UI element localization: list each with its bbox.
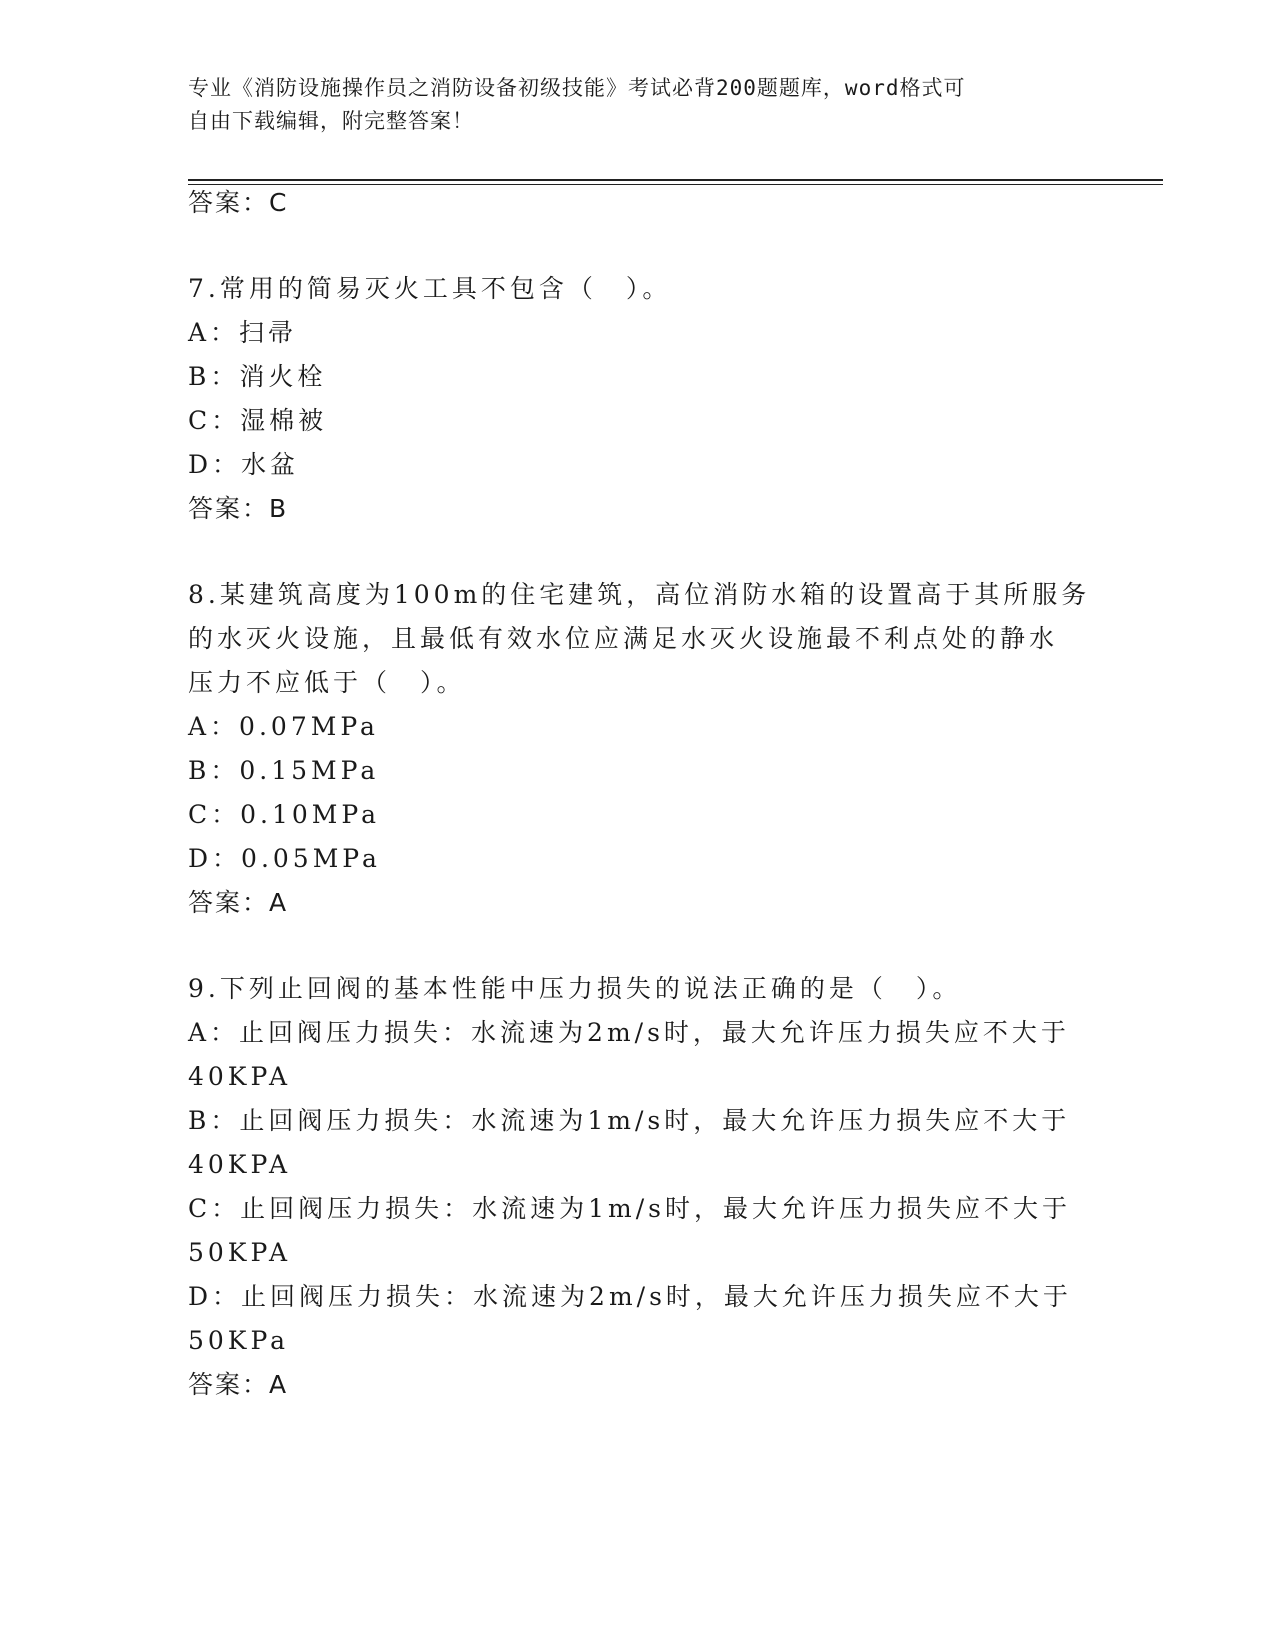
answer-q8: 答案：A (188, 888, 289, 917)
q7-option-c: C：湿棉被 (188, 406, 328, 435)
answer-q9: 答案：A (188, 1370, 289, 1399)
q9-option-c-line-2: 50KPA (188, 1238, 292, 1267)
q8-option-c: C：0.10MPa (188, 800, 380, 829)
q8-option-b: B：0.15MPa (188, 756, 380, 785)
q9-option-b-line-2: 40KPA (188, 1150, 292, 1179)
q9-option-b-line-1: B：止回阀压力损失：水流速为1m/s时，最大允许压力损失应不大于 (188, 1106, 1071, 1135)
q7-option-a: A：扫帚 (188, 318, 298, 347)
question-8-line-3: 压力不应低于（ ）。 (188, 668, 466, 697)
answer-q7: 答案：B (188, 494, 289, 523)
header-line-2: 自由下载编辑，附完整答案！ (188, 109, 474, 133)
question-8-line-1: 8.某建筑高度为100m的住宅建筑，高位消防水箱的设置高于其所服务 (188, 580, 1091, 609)
q9-option-d-line-2: 50KPa (188, 1326, 290, 1355)
q9-option-c-line-1: C：止回阀压力损失：水流速为1m/s时，最大允许压力损失应不大于 (188, 1194, 1071, 1223)
question-9: 9.下列止回阀的基本性能中压力损失的说法正确的是（ ）。 (188, 974, 962, 1003)
header-divider-thick (188, 179, 1163, 181)
q9-option-a-line-1: A：止回阀压力损失：水流速为2m/s时，最大允许压力损失应不大于 (188, 1018, 1070, 1047)
page-header (188, 72, 1068, 138)
header-line-1: 专业《消防设施操作员之消防设备初级技能》考试必背200题题库，word格式可 (188, 76, 966, 100)
header-divider-thin (188, 184, 1163, 185)
question-7: 7.常用的简易灭火工具不包含（ ）。 (188, 274, 672, 303)
q8-option-a: A：0.07MPa (188, 712, 379, 741)
answer-q6: 答案：C (188, 188, 289, 217)
q9-option-d-line-1: D：止回阀压力损失：水流速为2m/s时，最大允许压力损失应不大于 (188, 1282, 1072, 1311)
question-8-line-2: 的水灭火设施，且最低有效水位应满足水灭火设施最不利点处的静水 (188, 624, 1059, 653)
q9-option-a-line-2: 40KPA (188, 1062, 292, 1091)
q7-option-b: B：消火栓 (188, 362, 327, 391)
q7-option-d: D：水盆 (188, 450, 300, 479)
q8-option-d: D：0.05MPa (188, 844, 381, 873)
